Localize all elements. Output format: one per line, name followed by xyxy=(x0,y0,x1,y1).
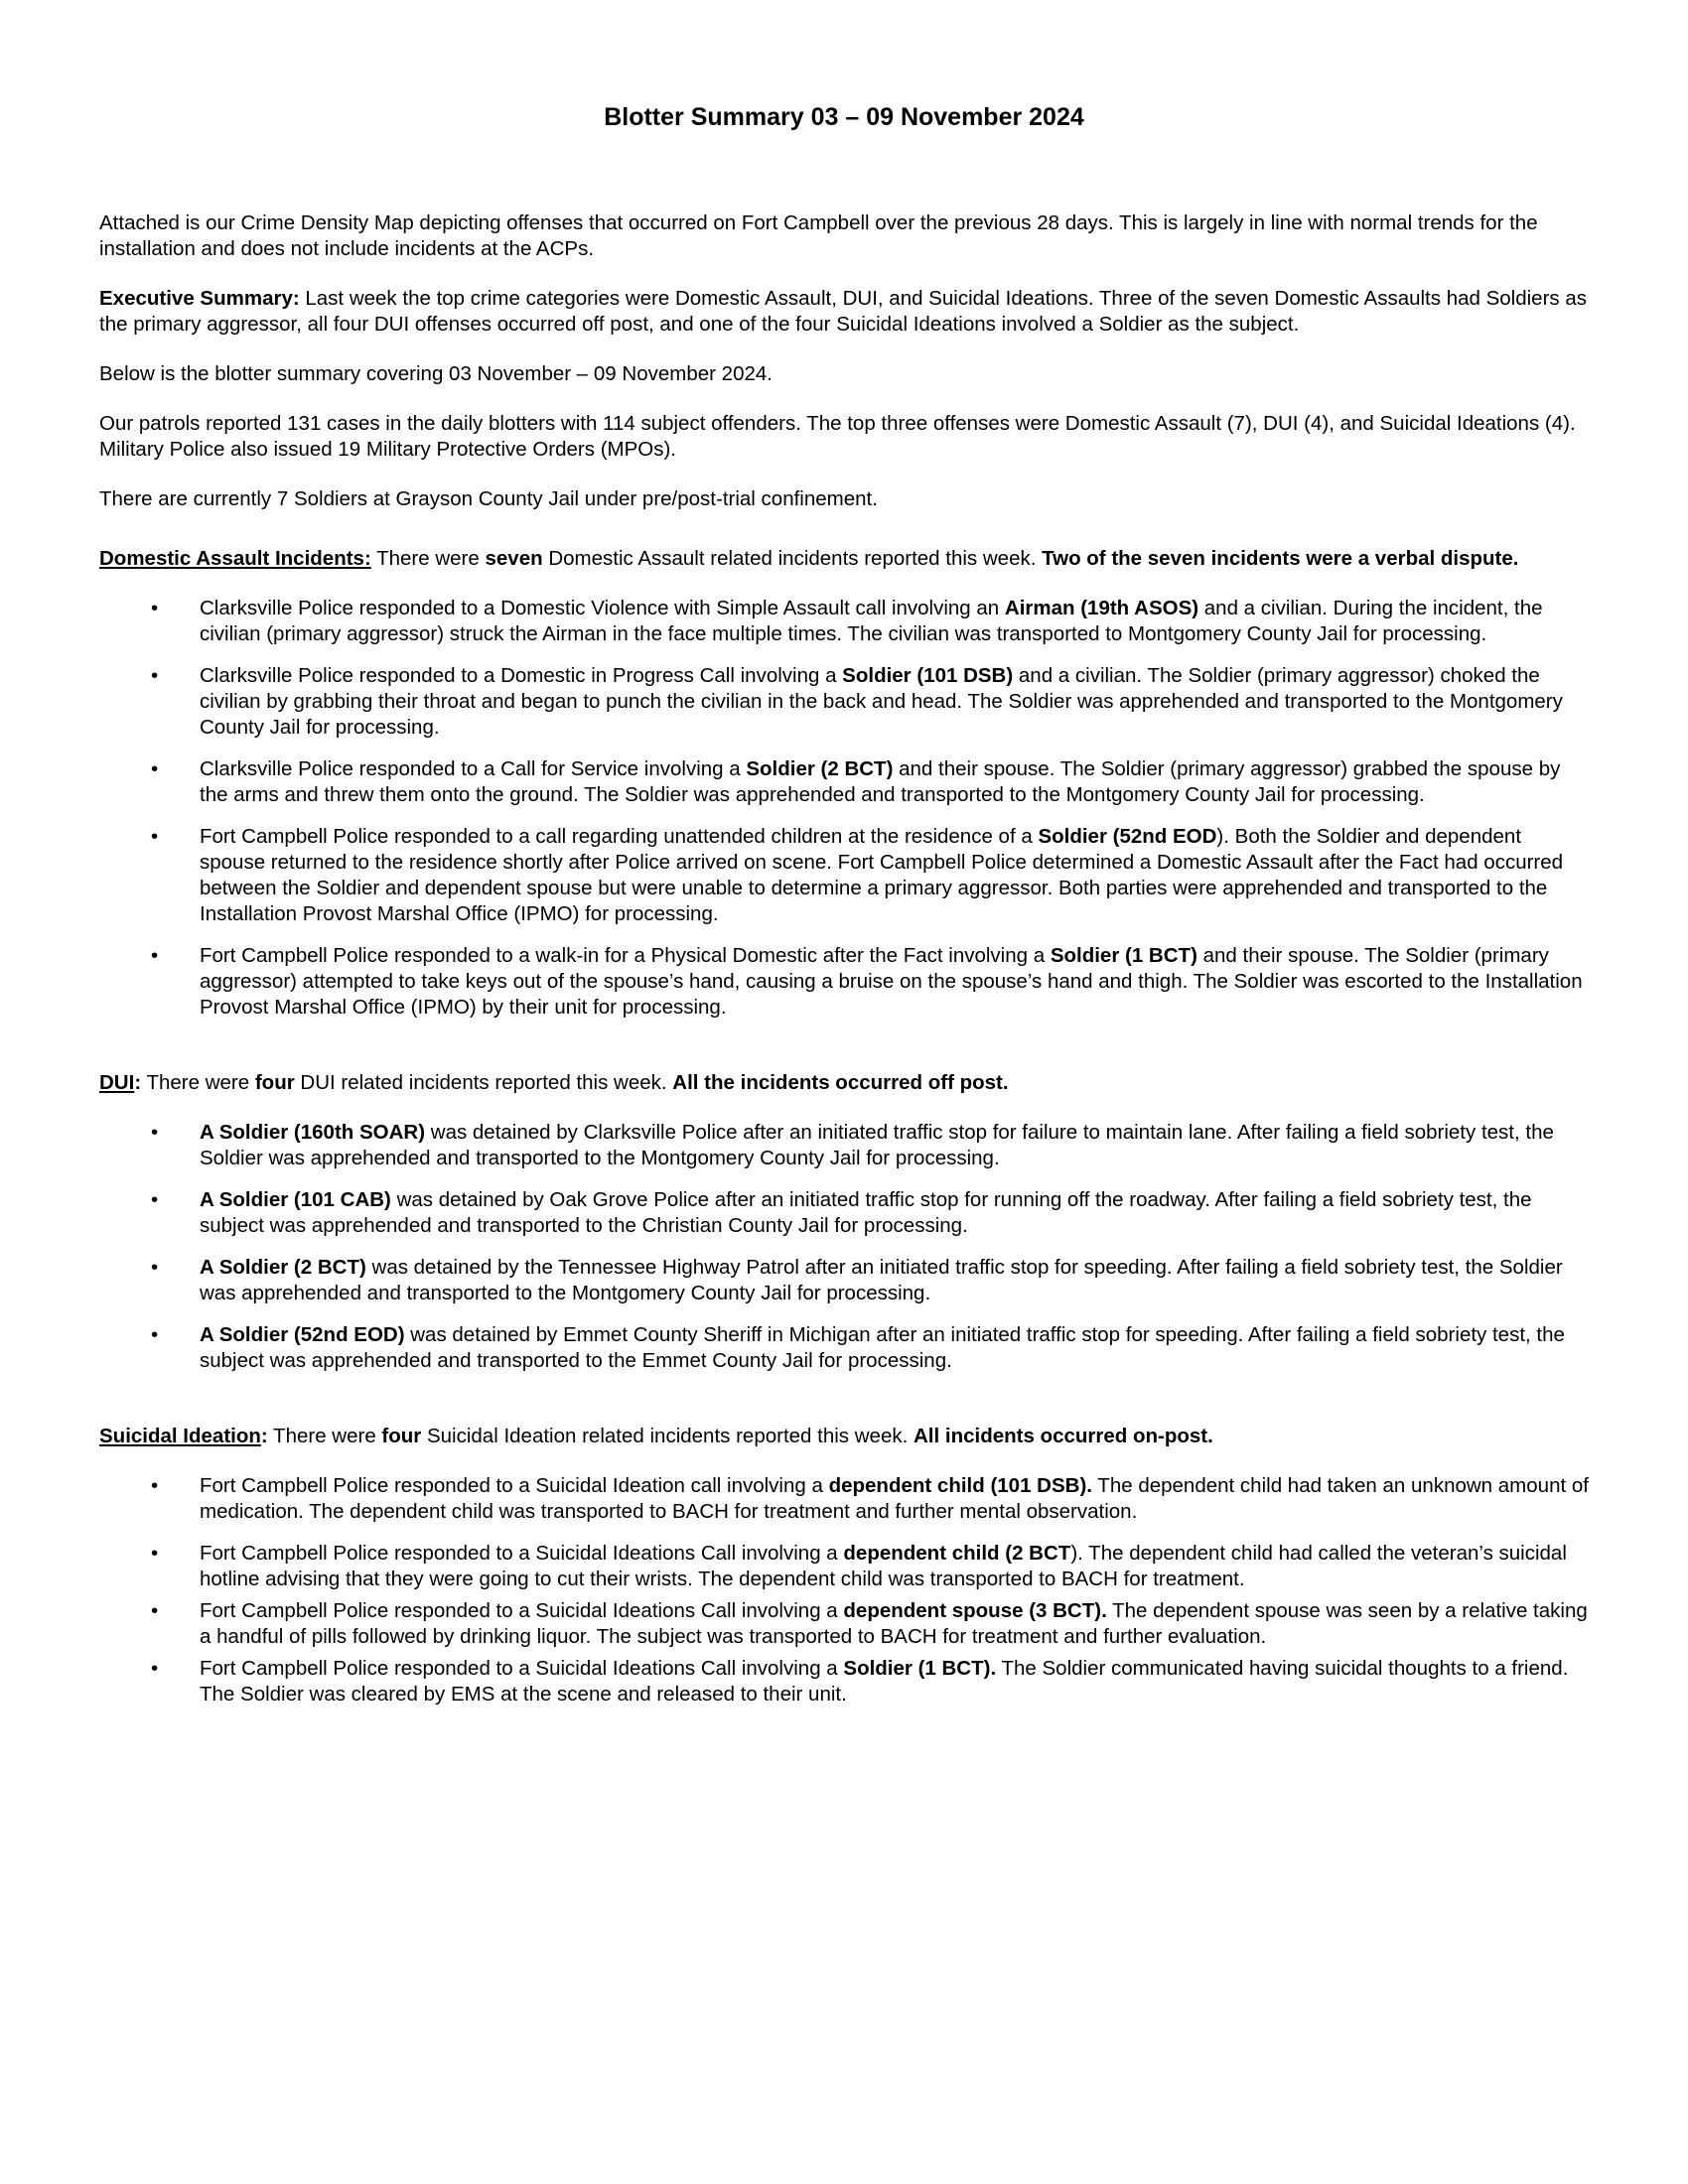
suicidal-section-heading: Suicidal Ideation: There were four Suicidal Ideation related incidents reported this week. All incidents occurred on-post. xyxy=(99,1425,1213,1447)
list-item: • Clarksville Police responded to a Domestic Violence with Simple Assault call involving an Airman (19th ASOS) and a civilian. During the incident, the civilian (primary aggressor) struck the Airman in the face multiple times. The civilian was transported to Montgomery County Jail for processing. xyxy=(99,596,1589,647)
domestic-heading-label: Domestic Assault Incidents: xyxy=(99,547,371,570)
suicidal-heading-label: Suicidal Ideation xyxy=(99,1425,261,1447)
suicidal-heading-text: Suicidal Ideation related incidents reported this week. xyxy=(421,1425,914,1447)
domestic-heading-text: Domestic Assault related incidents reported this week. xyxy=(542,547,1043,570)
confinement-paragraph: There are currently 7 Soldiers at Grayson County Jail under pre/post-trial confinement. xyxy=(99,487,878,510)
suicidal-heading-text: There were xyxy=(267,1425,382,1447)
list-item: • Fort Campbell Police responded to a call regarding unattended children at the residence of a Soldier (52nd EOD). Both the Soldier and dependent spouse returned to the residence shortly after Police arrived on scene. Fort Campbell Police determined a Domestic Assault after the Fact had occurred between the Soldier and dependent spouse but were unable to determine a primary aggressor. Both parties were apprehended and transported to the Installation Provost Marshal Office (IPMO) for processing. xyxy=(99,824,1589,927)
list-item: • A Soldier (52nd EOD) was detained by Emmet County Sheriff in Michigan after an initiated traffic stop for speeding. After failing a field sobriety test, the subject was apprehended and transported to the Emmet County Jail for processing. xyxy=(99,1322,1589,1374)
dui-heading-label: DUI xyxy=(99,1071,135,1094)
executive-summary-text: Last week the top crime categories were Domestic Assault, DUI, and Suicidal Ideations. Three of the seven Domestic Assaults had Soldiers as the primary aggressor, all four DUI offenses occurred off post, and one of the four Suicidal Ideations involved a Soldier as the subject. xyxy=(99,287,1588,336)
list-item: • Clarksville Police responded to a Call for Service involving a Soldier (2 BCT) and their spouse. The Soldier (primary aggressor) grabbed the spouse by the arms and threw them onto the ground. The Soldier was apprehended and transported to the Montgomery County Jail for processing. xyxy=(99,756,1589,808)
dui-incident-list xyxy=(99,1120,1589,1374)
domestic-heading-text: There were xyxy=(370,547,486,570)
domestic-heading-count: seven xyxy=(485,547,543,570)
list-item: • Fort Campbell Police responded to a Suicidal Ideations Call involving a dependent spouse (3 BCT). The dependent spouse was seen by a relative taking a handful of pills followed by drinking liquor. The subject was transported to BACH for treatment and further evaluation. xyxy=(99,1598,1589,1650)
executive-summary xyxy=(99,286,1589,338)
patrols-paragraph: Our patrols reported 131 cases in the daily blotters with 114 subject offenders. The top three offenses were Domestic Assault (7), DUI (4), and Suicidal Ideations (4). Military Police also issued 19 Military Protective Orders (MPOs). xyxy=(99,412,1576,461)
suicidal-heading-count: four xyxy=(381,1425,422,1447)
list-item: • A Soldier (2 BCT) was detained by the Tennessee Highway Patrol after an initiated traffic stop for speeding. After failing a field sobriety test, the Soldier was apprehended and transported to the Montgomery County Jail for processing. xyxy=(99,1255,1589,1306)
list-item: • Fort Campbell Police responded to a Suicidal Ideations Call involving a dependent child (2 BCT). The dependent child had called the veteran’s suicidal hotline advising that they were going to cut their wrists. The dependent child was transported to BACH for treatment. xyxy=(99,1541,1589,1592)
coverage-paragraph: Below is the blotter summary covering 03 November – 09 November 2024. xyxy=(99,362,773,385)
dui-heading-text: There were xyxy=(141,1071,255,1094)
dui-heading-text: DUI related incidents reported this week. xyxy=(294,1071,673,1094)
list-item: • Fort Campbell Police responded to a walk-in for a Physical Domestic after the Fact involving a Soldier (1 BCT) and their spouse. The Soldier (primary aggressor) attempted to take keys out of the spouse’s hand, causing a bruise on the spouse’s hand and thigh. The Soldier was escorted to the Installation Provost Marshal Office (IPMO) by their unit for processing. xyxy=(99,943,1589,1021)
dui-heading-note: All the incidents occurred off post. xyxy=(672,1071,1009,1094)
intro-paragraph: Attached is our Crime Density Map depicting offenses that occurred on Fort Campbell over the previous 28 days. This is largely in line with normal trends for the installation and does not include incidents at the ACPs. xyxy=(99,211,1538,260)
dui-section-heading: DUI: There were four DUI related incidents reported this week. All the incidents occurred off post. xyxy=(99,1071,1009,1094)
document-title: Blotter Summary 03 – 09 November 2024 xyxy=(604,103,1084,131)
domestic-incident-list xyxy=(99,596,1589,1021)
list-item: • A Soldier (101 CAB) was detained by Oak Grove Police after an initiated traffic stop for running off the roadway. After failing a field sobriety test, the subject was apprehended and transported to the Christian County Jail for processing. xyxy=(99,1187,1589,1239)
suicidal-incident-list xyxy=(99,1473,1589,1707)
suicidal-heading-note: All incidents occurred on-post. xyxy=(914,1425,1213,1447)
domestic-section-heading xyxy=(99,546,1589,572)
executive-summary-label: Executive Summary: xyxy=(99,287,300,310)
list-item: • Fort Campbell Police responded to a Suicidal Ideation call involving a dependent child (101 DSB). The dependent child had taken an unknown amount of medication. The dependent child was transported to BACH for treatment and further mental observation. xyxy=(99,1473,1589,1525)
list-item: • Fort Campbell Police responded to a Suicidal Ideations Call involving a Soldier (1 BCT). The Soldier communicated having suicidal thoughts to a friend. The Soldier was cleared by EMS at the scene and released to their unit. xyxy=(99,1656,1589,1707)
list-item: • A Soldier (160th SOAR) was detained by Clarksville Police after an initiated traffic stop for failure to maintain lane. After failing a field sobriety test, the Soldier was apprehended and transported to the Montgomery County Jail for processing. xyxy=(99,1120,1589,1171)
domestic-heading-note: Two of the seven incidents were a verbal dispute. xyxy=(1042,547,1519,570)
document-body xyxy=(99,210,1589,1713)
dui-heading-count: four xyxy=(254,1071,295,1094)
list-item: • Clarksville Police responded to a Domestic in Progress Call involving a Soldier (101 DSB) and a civilian. The Soldier (primary aggressor) choked the civilian by grabbing their throat and began to punch the civilian in the back and head. The Soldier was apprehended and transported to the Montgomery County Jail for processing. xyxy=(99,663,1589,741)
